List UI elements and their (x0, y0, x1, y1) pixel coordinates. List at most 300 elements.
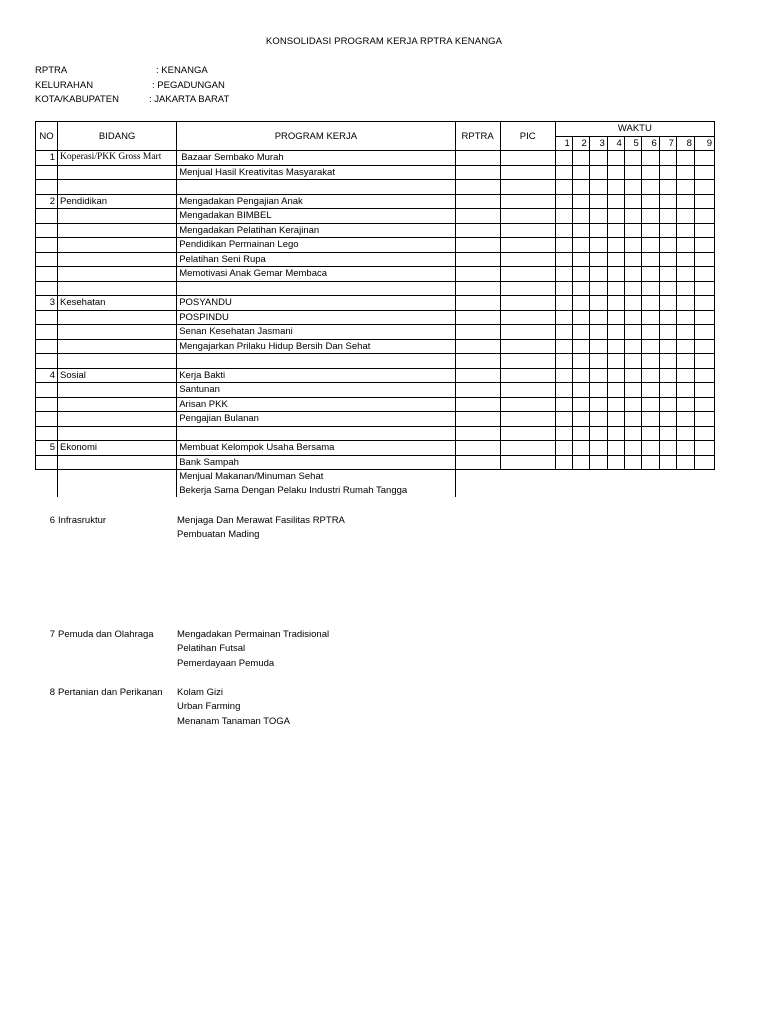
spacer-row (36, 426, 715, 441)
schedule-cell[interactable] (676, 267, 694, 282)
schedule-cell[interactable] (676, 368, 694, 383)
schedule-cell[interactable] (572, 151, 589, 166)
schedule-cell[interactable] (624, 267, 641, 282)
schedule-cell[interactable] (676, 223, 694, 238)
row-rptra[interactable] (455, 310, 500, 325)
row-rptra[interactable] (455, 455, 500, 470)
schedule-cell[interactable] (555, 252, 572, 267)
schedule-cell[interactable] (572, 267, 589, 282)
row-rptra[interactable] (455, 441, 500, 456)
schedule-cell[interactable] (624, 223, 641, 238)
table-row (36, 310, 715, 325)
row-number (36, 267, 58, 282)
row-rptra[interactable] (455, 238, 500, 253)
schedule-cell[interactable] (641, 180, 659, 195)
row-program: POSYANDU (177, 296, 455, 311)
row-bidang (58, 165, 177, 180)
schedule-cell[interactable] (607, 397, 624, 412)
spacer-cell (455, 281, 500, 296)
schedule-cell[interactable] (589, 165, 607, 180)
schedule-cell[interactable] (589, 383, 607, 398)
schedule-cell[interactable] (641, 209, 659, 224)
schedule-cell[interactable] (624, 310, 641, 325)
schedule-cell[interactable] (694, 368, 714, 383)
schedule-cell[interactable] (694, 383, 714, 398)
schedule-cell[interactable] (589, 267, 607, 282)
schedule-cell[interactable] (607, 325, 624, 340)
row-schedule (555, 470, 714, 484)
row-pic[interactable] (500, 397, 555, 412)
free-program: Urban Farming (177, 701, 241, 713)
schedule-cell[interactable] (659, 180, 676, 195)
schedule-cell[interactable] (659, 383, 676, 398)
table-row (36, 194, 715, 209)
header-month: 8 (676, 136, 694, 151)
table-row (36, 368, 715, 383)
schedule-cell[interactable] (624, 441, 641, 456)
schedule-cell[interactable] (694, 281, 714, 296)
row-rptra[interactable] (455, 209, 500, 224)
schedule-cell[interactable] (624, 397, 641, 412)
schedule-cell[interactable] (641, 383, 659, 398)
schedule-cell[interactable] (659, 368, 676, 383)
row-bidang (58, 252, 177, 267)
row-program: Menjual Makanan/Minuman Sehat (177, 470, 455, 484)
schedule-cell[interactable] (641, 397, 659, 412)
row-pic[interactable] (500, 223, 555, 238)
table-row (36, 223, 715, 238)
schedule-cell[interactable] (641, 194, 659, 209)
schedule-cell[interactable] (641, 296, 659, 311)
schedule-cell[interactable] (676, 441, 694, 456)
schedule-cell[interactable] (676, 296, 694, 311)
schedule-cell[interactable] (624, 325, 641, 340)
schedule-cell[interactable] (659, 194, 676, 209)
schedule-cell[interactable] (572, 354, 589, 369)
schedule-cell[interactable] (607, 455, 624, 470)
row-program: Pendidikan Permainan Lego (177, 238, 455, 253)
row-program: Bekerja Sama Dengan Pelaku Industri Rumah Tangga (177, 484, 455, 498)
row-rptra[interactable] (455, 267, 500, 282)
schedule-cell[interactable] (572, 383, 589, 398)
schedule-cell[interactable] (641, 281, 659, 296)
schedule-cell[interactable] (572, 281, 589, 296)
schedule-cell[interactable] (624, 281, 641, 296)
schedule-cell[interactable] (572, 310, 589, 325)
schedule-cell[interactable] (555, 194, 572, 209)
row-pic[interactable] (500, 455, 555, 470)
schedule-cell[interactable] (676, 165, 694, 180)
header-bidang: BIDANG (58, 122, 177, 151)
row-pic[interactable] (500, 194, 555, 209)
schedule-cell[interactable] (659, 165, 676, 180)
schedule-cell[interactable] (589, 441, 607, 456)
row-rptra[interactable] (455, 397, 500, 412)
schedule-cell[interactable] (641, 252, 659, 267)
schedule-cell[interactable] (694, 209, 714, 224)
schedule-cell[interactable] (624, 455, 641, 470)
free-number: 7 (49, 629, 55, 640)
schedule-cell[interactable] (694, 354, 714, 369)
schedule-cell[interactable] (624, 209, 641, 224)
schedule-cell[interactable] (641, 267, 659, 282)
schedule-cell[interactable] (555, 426, 572, 441)
schedule-cell[interactable] (694, 455, 714, 470)
row-schedule (555, 484, 714, 498)
row-pic[interactable] (500, 267, 555, 282)
schedule-cell[interactable] (555, 296, 572, 311)
row-pic[interactable] (500, 296, 555, 311)
schedule-cell[interactable] (659, 310, 676, 325)
schedule-cell[interactable] (555, 180, 572, 195)
schedule-cell[interactable] (607, 252, 624, 267)
schedule-cell[interactable] (676, 455, 694, 470)
schedule-cell[interactable] (589, 368, 607, 383)
schedule-cell[interactable] (641, 325, 659, 340)
row-pic[interactable] (500, 383, 555, 398)
row-program: Santunan (177, 383, 455, 398)
schedule-cell[interactable] (659, 441, 676, 456)
schedule-cell[interactable] (694, 252, 714, 267)
schedule-cell[interactable] (589, 296, 607, 311)
schedule-cell[interactable] (641, 441, 659, 456)
schedule-cell[interactable] (624, 426, 641, 441)
schedule-cell[interactable] (694, 223, 714, 238)
schedule-cell[interactable] (589, 339, 607, 354)
schedule-cell[interactable] (694, 441, 714, 456)
table-row (36, 267, 715, 282)
row-pic[interactable] (500, 325, 555, 340)
schedule-cell[interactable] (659, 354, 676, 369)
schedule-cell[interactable] (659, 412, 676, 427)
row-number (36, 484, 58, 498)
schedule-cell[interactable] (624, 151, 641, 166)
schedule-cell[interactable] (641, 426, 659, 441)
schedule-cell[interactable] (607, 412, 624, 427)
table-row (36, 209, 715, 224)
schedule-cell[interactable] (572, 339, 589, 354)
row-number (36, 455, 58, 470)
schedule-cell[interactable] (659, 238, 676, 253)
schedule-cell[interactable] (589, 180, 607, 195)
spacer-cell (36, 281, 58, 296)
spacer-cell (58, 180, 177, 195)
schedule-cell[interactable] (694, 194, 714, 209)
schedule-cell[interactable] (607, 180, 624, 195)
row-rptra[interactable] (455, 412, 500, 427)
schedule-cell[interactable] (572, 165, 589, 180)
row-program: Membuat Kelompok Usaha Bersama (177, 441, 455, 456)
row-bidang (58, 339, 177, 354)
schedule-cell[interactable] (641, 165, 659, 180)
schedule-cell[interactable] (641, 310, 659, 325)
schedule-cell[interactable] (555, 412, 572, 427)
schedule-cell[interactable] (607, 296, 624, 311)
schedule-cell[interactable] (624, 383, 641, 398)
row-pic[interactable] (500, 310, 555, 325)
schedule-cell[interactable] (676, 426, 694, 441)
schedule-cell[interactable] (607, 194, 624, 209)
schedule-cell[interactable] (589, 194, 607, 209)
schedule-cell[interactable] (607, 238, 624, 253)
row-pic[interactable] (500, 238, 555, 253)
schedule-cell[interactable] (555, 354, 572, 369)
schedule-cell[interactable] (555, 383, 572, 398)
row-rptra[interactable] (455, 165, 500, 180)
schedule-cell[interactable] (641, 455, 659, 470)
schedule-cell[interactable] (607, 354, 624, 369)
schedule-cell[interactable] (641, 354, 659, 369)
spacer-cell (455, 426, 500, 441)
row-number: 4 (36, 368, 58, 383)
schedule-cell[interactable] (694, 412, 714, 427)
row-program: Bazaar Sembako Murah (177, 151, 455, 166)
schedule-cell[interactable] (676, 325, 694, 340)
table-row (36, 238, 715, 253)
schedule-cell[interactable] (659, 325, 676, 340)
schedule-cell[interactable] (694, 310, 714, 325)
schedule-cell[interactable] (555, 441, 572, 456)
schedule-cell[interactable] (676, 281, 694, 296)
schedule-cell[interactable] (659, 151, 676, 166)
schedule-cell[interactable] (694, 325, 714, 340)
schedule-cell[interactable] (641, 339, 659, 354)
schedule-cell[interactable] (572, 252, 589, 267)
row-pic[interactable] (500, 151, 555, 166)
schedule-cell[interactable] (555, 397, 572, 412)
schedule-cell[interactable] (676, 194, 694, 209)
row-number (36, 238, 58, 253)
schedule-cell[interactable] (572, 441, 589, 456)
schedule-cell[interactable] (624, 368, 641, 383)
schedule-cell[interactable] (555, 325, 572, 340)
row-pic[interactable] (500, 252, 555, 267)
table-row (36, 484, 715, 498)
schedule-cell[interactable] (676, 383, 694, 398)
schedule-cell[interactable] (676, 397, 694, 412)
schedule-cell[interactable] (607, 383, 624, 398)
schedule-cell[interactable] (676, 310, 694, 325)
row-rptra[interactable] (455, 368, 500, 383)
schedule-cell[interactable] (572, 426, 589, 441)
schedule-cell[interactable] (624, 194, 641, 209)
schedule-cell[interactable] (676, 354, 694, 369)
schedule-cell[interactable] (624, 165, 641, 180)
schedule-cell[interactable] (555, 281, 572, 296)
schedule-cell[interactable] (624, 252, 641, 267)
schedule-cell[interactable] (555, 339, 572, 354)
row-number (36, 252, 58, 267)
schedule-cell[interactable] (659, 267, 676, 282)
schedule-cell[interactable] (572, 209, 589, 224)
schedule-cell[interactable] (572, 238, 589, 253)
row-rptra[interactable] (455, 223, 500, 238)
schedule-cell[interactable] (694, 180, 714, 195)
schedule-cell[interactable] (589, 238, 607, 253)
schedule-cell[interactable] (676, 339, 694, 354)
schedule-cell[interactable] (589, 354, 607, 369)
schedule-cell[interactable] (555, 455, 572, 470)
row-pic[interactable] (500, 165, 555, 180)
schedule-cell[interactable] (659, 339, 676, 354)
row-pic[interactable] (500, 412, 555, 427)
header-month: 7 (659, 136, 676, 151)
schedule-cell[interactable] (607, 151, 624, 166)
schedule-cell[interactable] (555, 267, 572, 282)
schedule-cell[interactable] (555, 238, 572, 253)
schedule-cell[interactable] (555, 165, 572, 180)
schedule-cell[interactable] (589, 209, 607, 224)
row-number: 1 (36, 151, 58, 166)
table-row (36, 412, 715, 427)
row-pic[interactable] (500, 209, 555, 224)
schedule-cell[interactable] (589, 223, 607, 238)
schedule-cell[interactable] (659, 397, 676, 412)
row-number (36, 412, 58, 427)
row-rptra[interactable] (455, 194, 500, 209)
schedule-cell[interactable] (607, 426, 624, 441)
schedule-cell[interactable] (589, 397, 607, 412)
info-value: : PEGADUNGAN (152, 80, 225, 91)
schedule-cell[interactable] (624, 354, 641, 369)
schedule-cell[interactable] (659, 296, 676, 311)
schedule-cell[interactable] (607, 368, 624, 383)
schedule-cell[interactable] (624, 238, 641, 253)
row-bidang (58, 325, 177, 340)
schedule-cell[interactable] (624, 339, 641, 354)
schedule-cell[interactable] (641, 151, 659, 166)
schedule-cell[interactable] (589, 252, 607, 267)
schedule-cell[interactable] (607, 441, 624, 456)
schedule-cell[interactable] (555, 151, 572, 166)
row-bidang: Kesehatan (58, 296, 177, 311)
schedule-cell[interactable] (641, 368, 659, 383)
schedule-cell[interactable] (676, 209, 694, 224)
schedule-cell[interactable] (607, 281, 624, 296)
row-number (36, 325, 58, 340)
schedule-cell[interactable] (607, 310, 624, 325)
schedule-cell[interactable] (607, 223, 624, 238)
schedule-cell[interactable] (659, 209, 676, 224)
schedule-cell[interactable] (607, 209, 624, 224)
row-program: Pelatihan Seni Rupa (177, 252, 455, 267)
schedule-cell[interactable] (555, 368, 572, 383)
free-number: 6 (49, 515, 55, 526)
schedule-cell[interactable] (694, 339, 714, 354)
spacer-cell (500, 426, 555, 441)
row-pic[interactable] (500, 339, 555, 354)
schedule-cell[interactable] (694, 238, 714, 253)
schedule-cell[interactable] (676, 151, 694, 166)
row-program: POSPINDU (177, 310, 455, 325)
schedule-cell[interactable] (641, 412, 659, 427)
row-rptra[interactable] (455, 252, 500, 267)
schedule-cell[interactable] (589, 455, 607, 470)
schedule-cell[interactable] (694, 165, 714, 180)
schedule-cell[interactable] (555, 223, 572, 238)
schedule-cell[interactable] (572, 455, 589, 470)
row-rptra[interactable] (455, 151, 500, 166)
schedule-cell[interactable] (624, 180, 641, 195)
schedule-cell[interactable] (659, 455, 676, 470)
table-row (36, 455, 715, 470)
row-bidang (58, 397, 177, 412)
schedule-cell[interactable] (572, 194, 589, 209)
schedule-cell[interactable] (676, 238, 694, 253)
schedule-cell[interactable] (589, 310, 607, 325)
row-rptra[interactable] (455, 383, 500, 398)
info-label: KOTA/KABUPATEN (35, 94, 119, 105)
schedule-cell[interactable] (572, 368, 589, 383)
spacer-cell (500, 180, 555, 195)
free-bidang: Pemuda dan Olahraga (58, 629, 154, 640)
spacer-cell (177, 281, 455, 296)
schedule-cell[interactable] (659, 223, 676, 238)
schedule-cell[interactable] (572, 325, 589, 340)
row-bidang (58, 470, 177, 484)
spacer-cell (500, 354, 555, 369)
schedule-cell[interactable] (676, 252, 694, 267)
schedule-cell[interactable] (589, 412, 607, 427)
schedule-cell[interactable] (572, 180, 589, 195)
spacer-cell (58, 354, 177, 369)
header-waktu: WAKTU (555, 122, 714, 137)
schedule-cell[interactable] (694, 267, 714, 282)
row-pic[interactable] (500, 368, 555, 383)
schedule-cell[interactable] (589, 281, 607, 296)
schedule-cell[interactable] (572, 223, 589, 238)
schedule-cell[interactable] (694, 397, 714, 412)
schedule-cell[interactable] (555, 209, 572, 224)
row-rptra[interactable] (455, 339, 500, 354)
schedule-cell[interactable] (572, 412, 589, 427)
schedule-cell[interactable] (659, 426, 676, 441)
schedule-cell[interactable] (676, 412, 694, 427)
schedule-cell[interactable] (607, 339, 624, 354)
row-number (36, 209, 58, 224)
schedule-cell[interactable] (694, 296, 714, 311)
spacer-cell (177, 426, 455, 441)
schedule-cell[interactable] (589, 325, 607, 340)
schedule-cell[interactable] (624, 412, 641, 427)
table-row (36, 165, 715, 180)
schedule-cell[interactable] (607, 165, 624, 180)
spacer-cell (455, 180, 500, 195)
row-bidang (58, 455, 177, 470)
schedule-cell[interactable] (659, 252, 676, 267)
row-rptra[interactable] (455, 325, 500, 340)
row-bidang (58, 223, 177, 238)
schedule-cell[interactable] (572, 397, 589, 412)
schedule-cell[interactable] (624, 296, 641, 311)
schedule-cell[interactable] (589, 426, 607, 441)
schedule-cell[interactable] (641, 238, 659, 253)
schedule-cell[interactable] (607, 267, 624, 282)
row-pic[interactable] (500, 441, 555, 456)
schedule-cell[interactable] (676, 180, 694, 195)
row-program: Pengajian Bulanan (177, 412, 455, 427)
row-bidang (58, 383, 177, 398)
schedule-cell[interactable] (572, 296, 589, 311)
schedule-cell[interactable] (694, 151, 714, 166)
schedule-cell[interactable] (641, 223, 659, 238)
schedule-cell[interactable] (589, 151, 607, 166)
schedule-cell[interactable] (555, 310, 572, 325)
row-number (36, 470, 58, 484)
schedule-cell[interactable] (694, 426, 714, 441)
schedule-cell[interactable] (659, 281, 676, 296)
row-rptra[interactable] (455, 296, 500, 311)
